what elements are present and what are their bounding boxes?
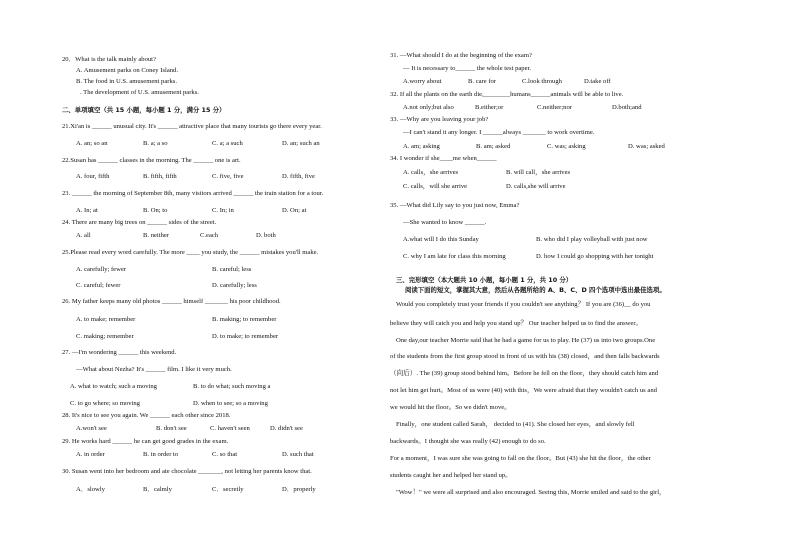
q24-option-c: C.each <box>200 232 219 239</box>
q22-option-c: C. five, five <box>212 173 244 180</box>
q26-option-c: C. making; remember <box>76 333 134 340</box>
passage-line: Finally，one student called Sarah， decided to (41). She closed her eyes，and slowly fell <box>396 421 635 428</box>
q33-option-d: D. was; asked <box>628 143 665 150</box>
q22-option-a: A. four, fifth <box>76 173 110 180</box>
passage-line: we would hit the floor。So we didn't move。 <box>390 404 511 411</box>
q35-option-b: B. who did I play volleyball with just now <box>536 236 648 243</box>
q23-option-c: C. In; in <box>212 207 234 214</box>
q33-option-c: C. was; asking <box>547 143 586 150</box>
q33-option-b: B. am; asked <box>476 143 511 150</box>
q34-option-d: D. calls,she will arrive <box>506 183 566 190</box>
q30-option-d: D．properly <box>282 486 316 493</box>
q31-line2: — It is necessary to______ the whole test paper. <box>403 65 531 72</box>
q22-option-d: D. fifth, five <box>282 173 315 180</box>
q29-stem: 29. He works hard ______ he can get good grades in the exam. <box>62 438 229 445</box>
q26-option-d: D. to make; to remember <box>212 333 279 340</box>
q24-stem: 24. There are many big trees on ______ sides of the street. <box>62 219 217 226</box>
passage-line: not let him get hurt。Most of us were (40) with this，We were afraid that they wouldn't catch us and <box>390 387 657 394</box>
passage-line: "Wow！" we were all surprised and also encouraged. Seeing this, Morrie smiled and said to the girl， <box>396 489 666 496</box>
q33-stem: 33. —Why are you leaving your job? <box>390 116 489 123</box>
q35-option-c: C. why I am late for class this morning <box>403 253 506 260</box>
q32-option-b: B.either;or <box>475 104 504 111</box>
q28-option-d: D. didn't see <box>270 425 303 432</box>
q23-option-d: D. On; at <box>282 207 307 214</box>
passage-line: （向后）. The (39) group stood behind him。Before he fell on the floor，they should catch him and <box>390 370 659 377</box>
q32-stem: 32. If all the plants on the earth die,________humans______animals will be able to live. <box>390 91 624 98</box>
passage-line: One day,our teacher Morrie said that he had a game for us to play. He (37) us into two groups.One <box>396 337 656 344</box>
passage-line: Would you completely trust your friends if you couldn't see anything？ If you are (36)__ do you <box>396 301 651 308</box>
q28-option-b: B. don't see <box>156 425 187 432</box>
q30-option-c: C．secretly <box>212 486 244 493</box>
q20-option-b: B. The food in U.S. amusement parks. <box>76 78 177 85</box>
passage-line: of the students from the first group stood in front of us with his (38) closed，and then falls backwards <box>390 353 660 360</box>
q34-stem: 34. I wonder if she____me when______ <box>390 155 497 162</box>
q20-stem: 20．What is the talk mainly about? <box>62 56 156 63</box>
q27-option-d: D. when to see; so a moving <box>193 400 268 407</box>
q32-option-a: A.not only;but also <box>403 104 454 111</box>
q25-option-d: D. carefully; less <box>212 282 257 289</box>
q35-line2: —She wanted to know ______. <box>403 219 487 226</box>
q29-option-b: B. in order to <box>143 451 179 458</box>
q27-option-a: A. what to watch; such a moving <box>70 383 157 390</box>
passage-line: believe they will catch you and help you stand up？ Our teacher helped us to find the answer。 <box>390 320 643 327</box>
q29-option-c: C. so that <box>212 451 238 458</box>
q22-option-b: B. fifth, fifth <box>143 173 177 180</box>
q24-option-d: D. both <box>256 232 276 239</box>
q29-option-d: D. such that <box>282 451 314 458</box>
passage-line: backwards。I thought she was really (42) enough to do so. <box>390 438 546 445</box>
q21-option-c: C. a; a such <box>212 140 243 147</box>
q25-option-c: C. careful; fewer <box>76 282 121 289</box>
q35-option-a: A.what will I do this Sunday <box>403 236 479 243</box>
q22-stem: 22.Susan has ______ classes in the morning. The ______ one is art. <box>62 157 241 164</box>
q27-option-c: C. to go where; so moving <box>70 400 140 407</box>
q31-option-d: D.take off <box>584 78 611 85</box>
q21-option-d: D. an; such an <box>282 140 320 147</box>
q32-option-d: D.both;and <box>612 104 642 111</box>
q26-option-b: B. making; to remember <box>212 316 277 323</box>
q29-option-a: A. in order <box>76 451 105 458</box>
q25-option-b: B. careful; less <box>212 266 252 273</box>
q35-stem: 35. —What did Lily say to you just now, Emma? <box>390 202 520 209</box>
q24-option-a: A. all <box>76 232 91 239</box>
section-3-instructions: 阅读下面的短文，掌握其大意，然后从各题所给的 A、B、C、D 四个选项中选出最佳选项。 <box>405 286 666 294</box>
section-3-heading: 三、完形填空（本大题共 10 小题，每小题 1 分，共 10 分） <box>396 276 573 284</box>
q34-option-b: B. will call，she arrives <box>506 169 571 176</box>
q28-option-a: A.won't see <box>76 425 107 432</box>
q25-option-a: A. carefully; fewer <box>76 266 126 273</box>
q31-option-a: A.worry about <box>403 78 442 85</box>
q26-option-a: A. to make; remember <box>76 316 136 323</box>
q30-option-a: A．slowly <box>76 486 105 493</box>
q24-option-b: B. neither <box>143 232 170 239</box>
q32-option-c: C.neither;nor <box>537 104 572 111</box>
q23-stem: 23. ______ the morning of September 8th, many visitors arrived ______ the train station for a tour. <box>62 190 324 197</box>
passage-line: For a moment，I was sure she was going to fall on the floor。But (43) she hit the floor，the other <box>390 455 651 462</box>
q21-option-a: A. an; so an <box>76 140 108 147</box>
q27-line2: —What about Nezha? It's ______ film. I like it very much. <box>76 366 232 373</box>
q20-option-c: . The development of U.S. amusement parks. <box>80 89 199 96</box>
q34-option-a: A. calls，she arrives <box>403 169 459 176</box>
q27-stem: 27. —I'm wondering ______ this weekend. <box>62 349 177 356</box>
q23-option-a: A. In; at <box>76 207 98 214</box>
q21-stem: 21.Xi'an is ______ unusual city. It's ______ attractive place that many tourists go there every year. <box>62 123 322 130</box>
q30-option-b: B．calmly <box>143 486 172 493</box>
q20-option-a: A. Amusement parks on Coney Island. <box>76 67 179 74</box>
q30-stem: 30. Susan went into her bedroom and ate chocolate _______, not letting her parents know that. <box>62 468 312 475</box>
section-2-heading: 二、单项填空（共 15 小题，每小题 1 分，满分 15 分） <box>62 106 226 114</box>
q33-line2: —I can't stand it any longer. I ______always _______ to work overtime. <box>403 129 595 136</box>
q23-option-b: B. On; to <box>143 207 168 214</box>
q34-option-c: C. calls，will she arrive <box>403 183 468 190</box>
q26-stem: 26. My father keeps many old photos ______ himself _______ his poor childhood. <box>62 298 281 305</box>
q31-option-c: C.look through <box>522 78 562 85</box>
q28-stem: 28. It's nice to see you again. We ______ each other since 2018. <box>62 412 231 419</box>
passage-line: students caught her and helped her stand up。 <box>390 472 512 479</box>
q35-option-d: D. how I could go shopping with her tonight <box>536 253 654 260</box>
q25-stem: 25.Please read every word carefully. The more ____ you study, the ______ mistakes you'll make. <box>62 249 319 256</box>
q33-option-a: A. am; asking <box>403 143 440 150</box>
q21-option-b: B. a; a so <box>143 140 168 147</box>
q31-option-b: B. care for <box>468 78 497 85</box>
q28-option-c: C. haven't seen <box>210 425 250 432</box>
q31-stem: 31. —What should I do at the beginning of the exam? <box>390 52 532 59</box>
q27-option-b: B. to do what; such moving a <box>193 383 271 390</box>
